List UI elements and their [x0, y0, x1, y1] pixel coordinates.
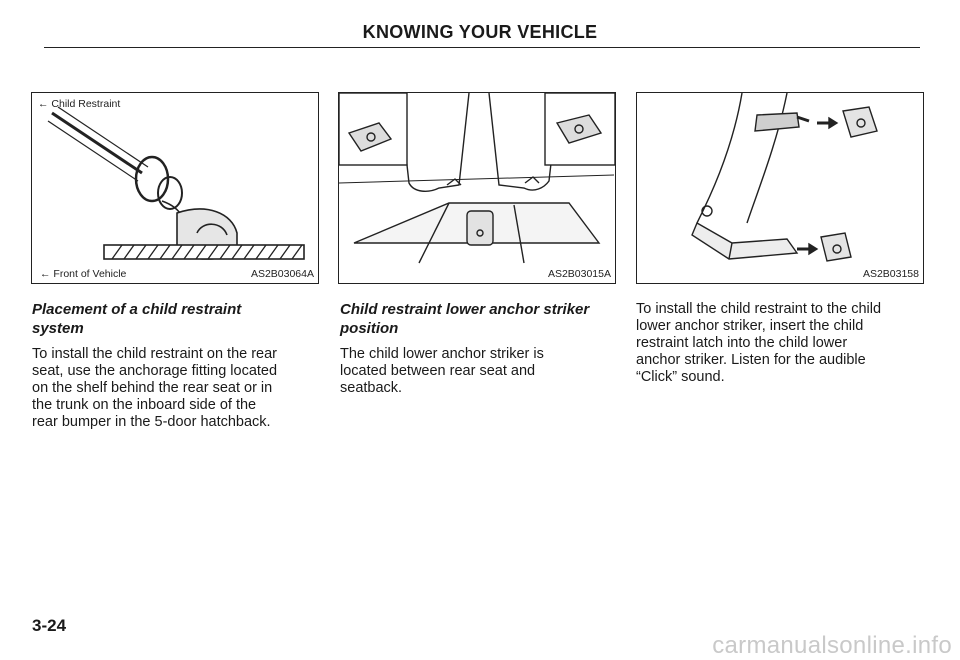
title-line: Placement of a child restraint	[32, 301, 242, 318]
figure-label-child-restraint: ← Child Restraint	[38, 98, 121, 110]
text-line: restraint latch into the child lower	[636, 335, 848, 351]
figure-code: AS2B03158	[862, 268, 919, 280]
body-text-placement	[32, 346, 307, 431]
text-line: seat, use the anchorage fitting located	[32, 363, 278, 379]
text-line: lower anchor striker, insert the child	[636, 318, 864, 334]
figure-child-restraint-anchorage	[31, 92, 319, 284]
rear-seat-anchor-illustration	[339, 93, 615, 283]
title-line: Child restraint lower anchor striker	[340, 301, 590, 318]
figure-latch-insertion	[636, 92, 924, 284]
text-line: rear bumper in the 5-door hatchback.	[32, 414, 271, 430]
text-line: located between rear seat and	[340, 363, 536, 379]
figure-label-front-of-vehicle: ← Front of Vehicle	[40, 268, 127, 280]
page-header-title: KNOWING YOUR VEHICLE	[362, 22, 598, 42]
section-title-placement	[32, 300, 302, 338]
text-line: “Click” sound.	[636, 369, 725, 385]
figure-lower-anchor-position	[338, 92, 616, 284]
figure-code: AS2B03064A	[250, 268, 314, 280]
text-line: the trunk on the inboard side of the	[32, 397, 257, 413]
page-number: 3-24	[32, 616, 67, 635]
title-line: position	[340, 320, 399, 337]
body-text-anchor-position	[340, 346, 615, 397]
watermark: carmanualsonline.info	[712, 632, 952, 659]
section-title-anchor-position	[340, 300, 610, 338]
title-line: system	[32, 320, 84, 337]
figure-code: AS2B03015A	[547, 268, 611, 280]
tether-hook-illustration	[32, 93, 318, 283]
text-line: on the shelf behind the rear seat or in	[32, 380, 273, 396]
text-line: seatback.	[340, 380, 403, 396]
text-line: To install the child restraint to the child	[636, 301, 882, 317]
body-text-install	[636, 301, 926, 386]
text-line: anchor striker. Listen for the audible	[636, 352, 866, 368]
latch-insertion-illustration	[637, 93, 923, 283]
text-line: To install the child restraint on the rear	[32, 346, 278, 362]
text-line: The child lower anchor striker is	[340, 346, 544, 362]
header-divider	[44, 47, 920, 48]
